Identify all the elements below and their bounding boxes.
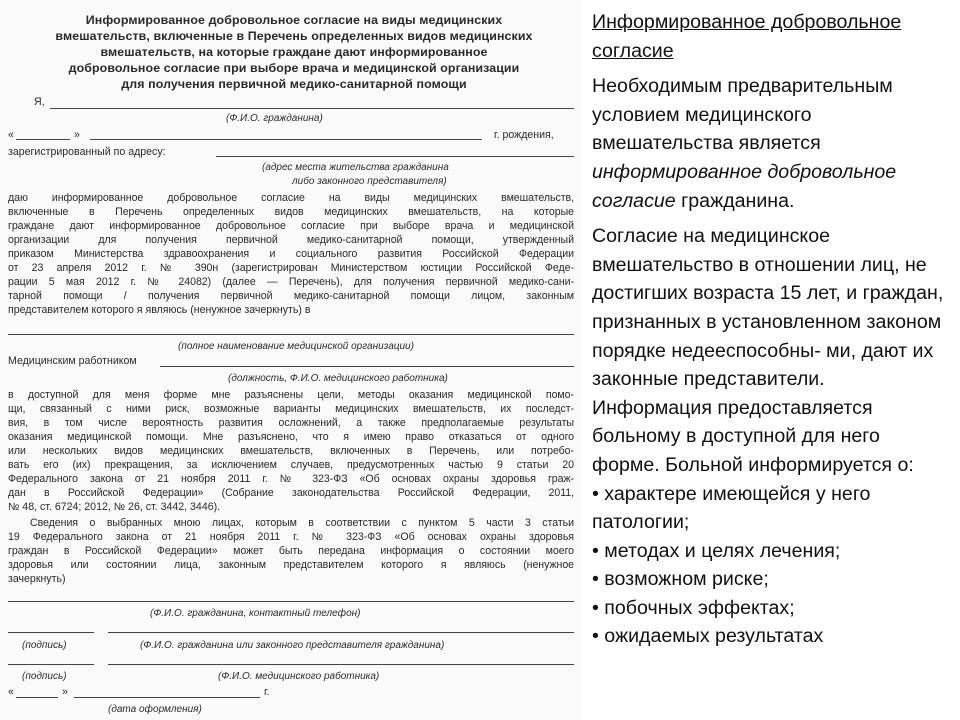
- fio-line: [50, 108, 574, 109]
- caption-position: (должность, Ф.И.О. медицинского работника): [228, 373, 448, 384]
- slide-text: гражданина.: [681, 189, 795, 212]
- form-text-line: 19 Федерального закона от 21 ноября 2011 г. № 323-ФЗ «Об основах охраны здоровья: [8, 531, 574, 543]
- form-text-line: даю информированное добровольное согласие на виды медицинских вмешательств,: [8, 192, 574, 204]
- caption-signature: (подпись): [22, 671, 67, 682]
- form-text-line: в доступной для меня форме мне разъяснены цели, методы оказания медицинской помо-: [8, 389, 574, 401]
- slide-heading: Информированное добровольное согласие: [592, 11, 902, 62]
- form-text-line: представителем которого я являюсь (ненужное зачеркнуть) в: [8, 304, 311, 316]
- date-month-line: [74, 697, 260, 698]
- form-text-line: зачеркнуть): [8, 573, 66, 585]
- medical-worker-label: Медицинским работником: [8, 355, 137, 367]
- slide-paragraph-information: Информация предоставляется больному в доступной для него форме. Больной информируется о:: [592, 396, 914, 476]
- medical-worker-fio-line: [108, 664, 574, 665]
- quote-open: «: [8, 129, 14, 141]
- form-text-line: вия, в том числе вероятность развития осложнений, а также предполагаемые результаты: [8, 417, 574, 429]
- caption-fio: (Ф.И.О. гражданина): [226, 113, 323, 124]
- birth-month-line: [90, 139, 482, 140]
- form-text-line: приказом Министерства здравоохранения и социального развития Российской Федерации: [8, 248, 574, 260]
- form-text-line: рации 5 мая 2012 г. № 24082) (далее — Перечень), для получения первичной медико-сани-: [8, 276, 574, 288]
- form-title-line: для получения первичной медико-санитарной помощи: [121, 77, 467, 91]
- organization-line: [8, 334, 574, 335]
- quote-open: «: [8, 686, 14, 698]
- form-text-line: граждан в Российской Федерации» может быть передана информация о состоянии моего: [8, 545, 574, 557]
- form-text-line: вать его (их) прекращения, за исключением случаев, предусмотренных частью 9 статьи 20: [8, 459, 574, 471]
- year-of-birth-label: г. рождения,: [494, 129, 554, 141]
- slide-paragraph-prerequisite: [592, 72, 948, 215]
- slide-text: Необходимым предварительным условием медицинского вмешательства является: [592, 75, 893, 155]
- form-text-line: здоровья или состоянии лица, законным представителем которого я являюсь (ненужное: [8, 559, 574, 571]
- birth-day-line: [16, 139, 70, 140]
- slide-bullet: • побочных эффектах;: [592, 596, 795, 619]
- form-title-line: Информированное добровольное согласие на виды медицинских: [85, 13, 503, 27]
- form-text-line: включенные в Перечень определенных видов медицинских вмешательств, на которые: [8, 206, 574, 218]
- ya-label: Я,: [34, 96, 45, 108]
- form-text-line: щи, связанный с ними риск, возможные варианты медицинских вмешательств, их последст-: [8, 403, 574, 415]
- slide-bullet: • ожидаемых результатах: [592, 625, 824, 648]
- contact-line: [8, 601, 574, 602]
- form-title-line: вмешательств, на которые граждане дают информированное: [100, 45, 488, 59]
- form-text-line: № 48, ст. 6724; 2012, № 26, ст. 3442, 3446).: [8, 501, 221, 513]
- caption-representative: (Ф.И.О. гражданина или законного представителя гражданина): [140, 640, 445, 651]
- slide-emphasis: информированное добровольное согласие: [592, 160, 897, 212]
- form-title-line: вмешательств, включенные в Перечень определенных видов медицинских: [55, 29, 533, 43]
- representative-line: [108, 632, 574, 633]
- caption-organization: (полное наименование медицинской организации): [178, 341, 414, 352]
- slide-text-panel: [592, 8, 948, 714]
- caption-contact: (Ф.И.О. гражданина, контактный телефон): [150, 608, 361, 619]
- form-text-line: оказания медицинской помощи. Мне разъяснено, что я имею право отказаться от одного: [8, 431, 574, 443]
- form-text-line: Федерального закона от 21 ноября 2011 г. № 323-ФЗ «Об основах охраны здоровья граж-: [8, 473, 574, 485]
- caption-signature: (подпись): [22, 640, 67, 651]
- year-suffix: г.: [264, 686, 270, 698]
- form-text-line: тарной помощи / получения первичной медико-санитарной помощи лицом, законным: [8, 290, 574, 302]
- form-text-line: граждане дают информированное добровольное согласие при выборе врача и медицинской: [8, 220, 574, 232]
- quote-close: »: [74, 129, 80, 141]
- form-title-line: добровольное согласие при выборе врача и медицинской организации: [68, 61, 520, 75]
- signature-line: [8, 632, 94, 633]
- form-text-line: Сведения о выбранных мною лицах, которым в соответствии с пунктом 5 части 3 статьи: [30, 517, 574, 529]
- registered-address-label: зарегистрированный по адресу:: [8, 146, 166, 158]
- address-line: [216, 156, 574, 157]
- slide-bullet: • методах и целях лечения;: [592, 539, 841, 562]
- form-text-line: или нескольких видов медицинских вмешательств, включенных в Перечень, или потребо-: [8, 445, 574, 457]
- slide-paragraph-minors: Согласие на медицинское вмешательство в отношении лиц, не достигших возраста 15 лет, и граждан, признанных в установленном законом порядке недееспособны- ми, дают их законные представители.: [592, 225, 944, 391]
- form-text-line: от 23 апреля 2012 г. № 390н (зарегистрирован Министерством юстиции Российской Феде-: [8, 262, 574, 274]
- form-text-line: дан в Российской Федерации» (Собрание законодательства Российской Федерации, 2011,: [8, 487, 574, 499]
- caption-address: (адрес места жительства гражданина: [262, 162, 449, 173]
- slide-bullet: • характере имеющейся у него патологии;: [592, 482, 871, 534]
- quote-close: »: [62, 686, 68, 698]
- signature-line: [8, 664, 94, 665]
- caption-medical-worker-fio: (Ф.И.О. медицинского работника): [218, 671, 380, 682]
- date-day-line: [16, 697, 58, 698]
- slide-bullet: • возможном риске;: [592, 568, 769, 591]
- caption-address: либо законного представителя): [292, 176, 447, 187]
- medical-worker-line: [160, 366, 574, 367]
- form-text-line: организации для получения первичной медико-санитарной помощи, утвержденный: [8, 234, 574, 246]
- caption-date: (дата оформления): [108, 704, 202, 715]
